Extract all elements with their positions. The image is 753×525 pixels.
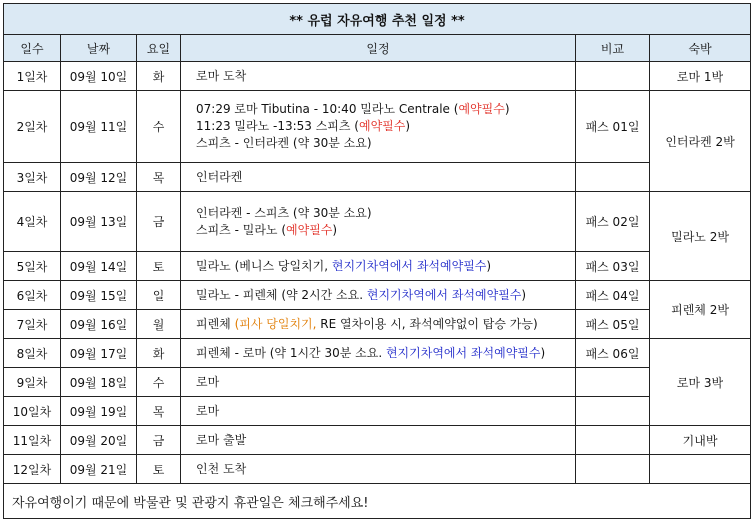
reservation-required-text: 예약필수: [286, 222, 333, 237]
note-cell: [576, 163, 650, 192]
note-cell: 패스 04일: [576, 281, 650, 310]
table-row: [4, 455, 751, 484]
table-row: [4, 339, 751, 368]
table-row: [4, 281, 751, 310]
stay-cell: 밀라노 2박: [650, 192, 751, 281]
reservation-required-text: 예약필수: [359, 119, 406, 133]
day-cell: 9일차: [4, 368, 61, 397]
date-cell: 09월 11일: [61, 91, 137, 163]
day-cell: 12일차: [4, 455, 61, 484]
schedule-cell: [181, 339, 576, 368]
weekday-cell: 화: [137, 62, 181, 91]
schedule-cell: [181, 368, 576, 397]
weekday-cell: 토: [137, 252, 181, 281]
date-cell: 09월 19일: [61, 397, 137, 426]
weekday-cell: 수: [137, 91, 181, 163]
date-cell: 09월 21일: [61, 455, 137, 484]
schedule-text: ): [486, 258, 492, 273]
note-cell: [576, 426, 650, 455]
note-cell: 패스 03일: [576, 252, 650, 281]
header-weekday: 요일: [137, 35, 181, 62]
day-cell: 1일차: [4, 62, 61, 91]
date-cell: 09월 10일: [61, 62, 137, 91]
table-row: [4, 397, 751, 426]
date-cell: 09월 14일: [61, 252, 137, 281]
schedule-text: ): [504, 102, 510, 116]
table-row: [4, 91, 751, 163]
schedule-text: 로마 도착: [196, 68, 247, 83]
table-row: [4, 426, 751, 455]
weekday-cell: 금: [137, 426, 181, 455]
schedule-text: 로마: [196, 403, 220, 418]
itinerary-table: [3, 3, 751, 519]
weekday-cell: 토: [137, 455, 181, 484]
date-cell: 09월 17일: [61, 339, 137, 368]
schedule-cell: [181, 62, 576, 91]
date-cell: 09월 20일: [61, 426, 137, 455]
schedule-text: ): [540, 345, 546, 360]
weekday-cell: 목: [137, 163, 181, 192]
schedule-text: 로마 출발: [196, 432, 247, 447]
schedule-text: 스피츠 - 인터라켄 (약 30분 소요): [196, 136, 372, 150]
schedule-cell: [181, 281, 576, 310]
weekday-cell: 일: [137, 281, 181, 310]
schedule-text: 피렌체 - 로마 (약 1시간 30분 소요.: [196, 345, 386, 360]
stay-cell: 로마 3박: [650, 339, 751, 426]
weekday-cell: 목: [137, 397, 181, 426]
schedule-cell: [181, 252, 576, 281]
day-cell: 8일차: [4, 339, 61, 368]
date-cell: 09월 12일: [61, 163, 137, 192]
note-cell: 패스 05일: [576, 310, 650, 339]
date-cell: 09월 18일: [61, 368, 137, 397]
stay-cell: 인터라켄 2박: [650, 91, 751, 192]
day-cell: 5일차: [4, 252, 61, 281]
day-cell: 10일차: [4, 397, 61, 426]
station-reservation-text: 현지기차역에서 좌석예약필수: [366, 287, 522, 302]
schedule-cell: [181, 455, 576, 484]
stay-cell: 로마 1박: [650, 62, 751, 91]
table-row: [4, 163, 751, 192]
schedule-text: 인터라켄: [196, 169, 243, 184]
header-note: 비교: [576, 35, 650, 62]
note-cell: [576, 62, 650, 91]
table-row: [4, 62, 751, 91]
schedule-text: 인천 도착: [196, 461, 247, 476]
day-trip-text: (피사 당일치기,: [234, 316, 317, 331]
day-cell: 6일차: [4, 281, 61, 310]
date-cell: 09월 16일: [61, 310, 137, 339]
reservation-required-text: 예약필수: [458, 102, 505, 116]
note-cell: [576, 397, 650, 426]
schedule-cell: [181, 310, 576, 339]
schedule-text: ): [332, 222, 338, 237]
schedule-cell: [181, 91, 576, 163]
weekday-cell: 수: [137, 368, 181, 397]
schedule-text: 스피츠 - 밀라노 (: [196, 222, 287, 237]
stay-cell: [650, 455, 751, 484]
schedule-cell: [181, 397, 576, 426]
header-stay: 숙박: [650, 35, 751, 62]
weekday-cell: 화: [137, 339, 181, 368]
schedule-text: 로마: [196, 374, 220, 389]
day-cell: 3일차: [4, 163, 61, 192]
day-cell: 2일차: [4, 91, 61, 163]
table-row: [4, 252, 751, 281]
schedule-text: 07:29 로마 Tibutina - 10:40 밀라노 Centrale (: [196, 102, 459, 116]
stay-cell: 피렌체 2박: [650, 281, 751, 339]
note-cell: 패스 06일: [576, 339, 650, 368]
note-cell: [576, 455, 650, 484]
schedule-text: 밀라노 (베니스 당일치기,: [196, 258, 332, 273]
schedule-text: 피렌체: [196, 316, 235, 331]
schedule-cell: [181, 192, 576, 252]
schedule-text: 밀라노 - 피렌체 (약 2시간 소요.: [196, 287, 367, 302]
day-cell: 4일차: [4, 192, 61, 252]
schedule-text: 인터라켄 - 스피츠 (약 30분 소요): [196, 205, 372, 220]
schedule-text: ): [405, 119, 411, 133]
weekday-cell: 월: [137, 310, 181, 339]
schedule-text: 11:23 밀라노 -13:53 스피츠 (: [196, 119, 359, 133]
table-row: [4, 368, 751, 397]
footer-note: 자유여행이기 때문에 박물관 및 관광지 휴관일은 체크해주세요!: [4, 484, 751, 519]
schedule-cell: [181, 163, 576, 192]
header-schedule: 일정: [181, 35, 576, 62]
table-row: [4, 310, 751, 339]
stay-cell: 기내박: [650, 426, 751, 455]
day-cell: 7일차: [4, 310, 61, 339]
schedule-text: ): [521, 287, 527, 302]
note-cell: [576, 368, 650, 397]
date-cell: 09월 13일: [61, 192, 137, 252]
station-reservation-text: 현지기차역에서 좌석예약필수: [385, 345, 541, 360]
note-cell: 패스 01일: [576, 91, 650, 163]
header-date: 날짜: [61, 35, 137, 62]
table-title: ** 유럽 자유여행 추천 일정 **: [4, 4, 751, 35]
schedule-cell: [181, 426, 576, 455]
header-day: 일수: [4, 35, 61, 62]
station-reservation-text: 현지기차역에서 좌석예약필수: [331, 258, 487, 273]
weekday-cell: 금: [137, 192, 181, 252]
schedule-text: RE 열차이용 시, 좌석예약없이 탑승 가능): [316, 316, 538, 331]
table-row: [4, 192, 751, 252]
day-cell: 11일차: [4, 426, 61, 455]
note-cell: 패스 02일: [576, 192, 650, 252]
date-cell: 09월 15일: [61, 281, 137, 310]
